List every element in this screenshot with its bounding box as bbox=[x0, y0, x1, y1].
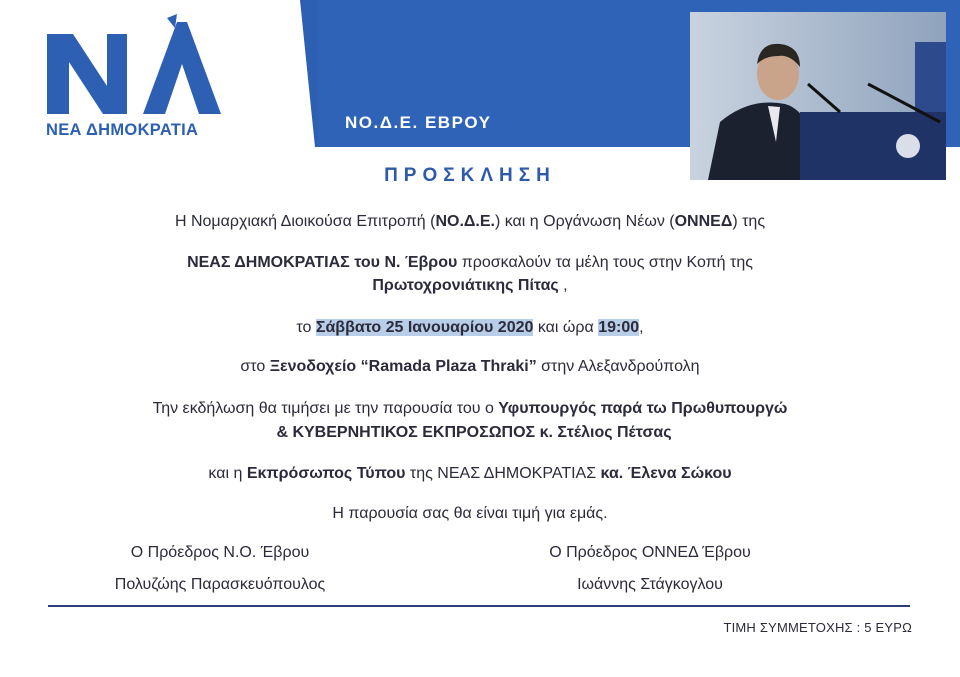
body-line-9 bbox=[0, 504, 940, 524]
text-segment: και η bbox=[208, 465, 247, 482]
body-line-8 bbox=[0, 464, 940, 484]
text-segment: ΝΕΑΣ ΔΗΜΟΚΡΑΤΙΑΣ του Ν. Έβρου bbox=[187, 254, 458, 271]
text-segment: ΝΟ.Δ.Ε. bbox=[435, 213, 495, 230]
text-segment: Υφυπουργός παρά τω Πρωθυπουργώ bbox=[498, 400, 788, 417]
signature-left-role: Ο Πρόεδρος Ν.Ο. Έβρου bbox=[130, 544, 310, 561]
text-segment: ) και η Οργάνωση Νέων ( bbox=[494, 213, 675, 230]
body-line-3 bbox=[0, 276, 940, 296]
event-venue: Ξενοδοχείο “Ramada Plaza Thraki” bbox=[269, 358, 537, 375]
text-segment: Εκπρόσωπος Τύπου bbox=[246, 465, 406, 482]
speaker-photo bbox=[690, 12, 946, 180]
body-line-2 bbox=[0, 253, 940, 273]
text-segment: Την εκδήλωση θα τιμήσει με την παρουσία του ο bbox=[152, 400, 499, 417]
text-segment: Η Νομαρχιακή Διοικούσα Επιτροπή ( bbox=[174, 213, 436, 230]
body-line-7 bbox=[0, 423, 944, 443]
participation-price: ΤΙΜΗ ΣΥΜΜΕΤΟΧΗΣ : 5 ΕΥΡΩ bbox=[723, 620, 912, 635]
body-line-1 bbox=[0, 212, 940, 232]
text-segment: ) της bbox=[732, 213, 766, 230]
text-segment: κα. Έλενα Σώκου bbox=[600, 465, 732, 482]
event-time: 19:00 bbox=[598, 319, 640, 336]
text-segment: το bbox=[296, 319, 316, 336]
nd-logo bbox=[45, 14, 230, 122]
text-segment: , bbox=[558, 277, 568, 294]
text-segment: στο bbox=[240, 358, 270, 375]
signature-left-name: Πολυζώης Παρασκευόπουλος bbox=[114, 576, 326, 593]
text-segment: Πρωτοχρονιάτικης Πίτας bbox=[372, 277, 559, 294]
body-line-4 bbox=[0, 318, 940, 338]
text-segment: , bbox=[639, 319, 644, 336]
logo-wordmark: ΝΕΑ ΔΗΜΟΚΡΑΤΙΑ bbox=[46, 121, 199, 139]
text-segment: στην Αλεξανδρούπολη bbox=[536, 358, 700, 375]
text-segment: και ώρα bbox=[533, 319, 599, 336]
text-segment: & ΚΥΒΕΡΝΗΤΙΚΟΣ ΕΚΠΡΟΣΩΠΟΣ κ. Στέλιος Πέτσας bbox=[276, 424, 672, 441]
body-line-5 bbox=[0, 357, 940, 377]
divider bbox=[48, 605, 910, 607]
text-segment: ΟΝΝΕΔ bbox=[674, 213, 733, 230]
text-segment: Η παρουσία σας θα είναι τιμή για εμάς. bbox=[332, 505, 608, 522]
signature-right-role: Ο Πρόεδρος ΟΝΝΕΔ Έβρου bbox=[549, 544, 751, 561]
signature-right-name: Ιωάννης Στάγκογλου bbox=[577, 576, 723, 593]
text-segment: προσκαλούν τα μέλη τους στην Κοπή της bbox=[457, 254, 753, 271]
invitation-title: ΠΡΟΣΚΛΗΣΗ bbox=[384, 165, 556, 186]
organization-label: ΝΟ.Δ.Ε. ΕΒΡΟΥ bbox=[345, 113, 492, 132]
event-date: Σάββατο 25 Ιανουαρίου 2020 bbox=[315, 319, 534, 336]
text-segment: της ΝΕΑΣ ΔΗΜΟΚΡΑΤΙΑΣ bbox=[405, 465, 601, 482]
body-line-6 bbox=[0, 399, 940, 419]
